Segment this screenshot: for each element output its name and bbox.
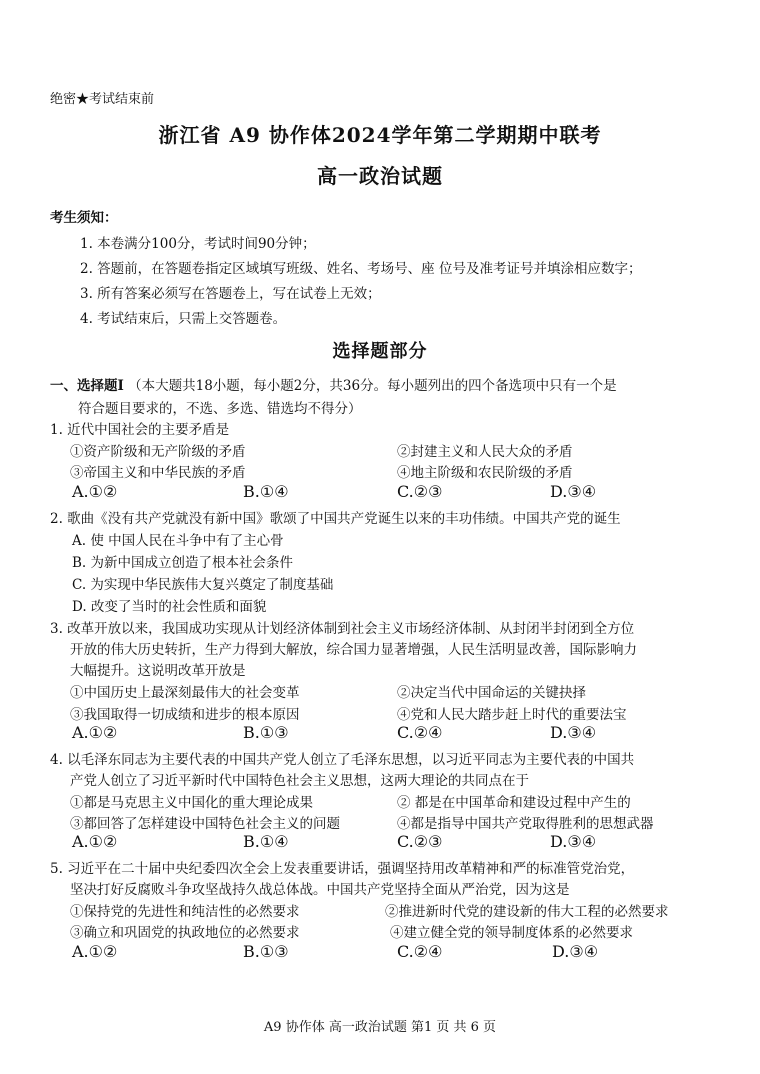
question-3-option-2: ②决定当代中国命运的关键抉择 bbox=[397, 685, 586, 701]
question-2-choice-a: A. 使 中国人民在斗争中有了主心骨 bbox=[72, 533, 284, 549]
notice-rule: 1. 本卷满分100分，考试时间90分钟； bbox=[80, 236, 316, 252]
part-description-line2: 符合题目要求的，不选、多选、错选均不得分） bbox=[78, 401, 362, 417]
question-3-stem: 大幅提升。这说明改革开放是 bbox=[70, 663, 246, 679]
question-3-stem: 开放的伟大历史转折，生产力得到大解放，综合国力显著增强，人民生活明显改善，国际影响力 bbox=[70, 642, 637, 658]
question-3-answer-d: D.③④ bbox=[550, 723, 597, 742]
question-2-choice-b: B. 为新中国成立创造了根本社会条件 bbox=[72, 555, 294, 571]
question-1-option-1: ①资产阶级和无产阶级的矛盾 bbox=[70, 444, 246, 460]
question-4-answer-d: D.③④ bbox=[550, 832, 597, 851]
question-3-answer-c: C.②④ bbox=[397, 723, 443, 742]
question-3-answer-a: A.①② bbox=[72, 723, 118, 742]
question-3-option-1: ①中国历史上最深刻最伟大的社会变革 bbox=[70, 685, 300, 701]
section-title: 选择题部分 bbox=[332, 341, 428, 362]
question-5-option-4: ④建立健全党的领导制度体系的必然要求 bbox=[390, 925, 633, 941]
notice-rule: 2. 答题前，在答题卷指定区域填写班级、姓名、考场号、座 位号及准考证号并填涂相应数字； bbox=[80, 261, 642, 277]
question-5-stem: 坚决打好反腐败斗争攻坚战持久战总体战。中国共产党坚持全面从严治党，因为这是 bbox=[70, 882, 570, 898]
question-1-option-2: ②封建主义和人民大众的矛盾 bbox=[397, 444, 573, 460]
question-2-choice-c: C. 为实现中华民族伟大复兴奠定了制度基础 bbox=[72, 577, 334, 593]
part-description: （本大题共18小题，每小题2分，共36分。每小题列出的四个备选项中只有一个是 bbox=[128, 378, 617, 394]
page-footer: A9 协作体 高一政治试题 第1 页 共 6 页 bbox=[263, 1020, 497, 1035]
question-5-option-3: ③确立和巩固党的执政地位的必然要求 bbox=[70, 925, 300, 941]
question-1-answer-b: B.①④ bbox=[243, 482, 289, 501]
question-3-option-3: ③我国取得一切成绩和进步的根本原因 bbox=[70, 707, 300, 723]
notice-rule: 3. 所有答案必须写在答题卷上，写在试卷上无效； bbox=[80, 286, 381, 302]
question-1-answer-a: A.①② bbox=[72, 482, 118, 501]
question-4-stem: 产党人创立了习近平新时代中国特色社会主义思想，这两大理论的共同点在于 bbox=[70, 773, 529, 789]
question-4-option-1: ①都是马克思主义中国化的重大理论成果 bbox=[70, 795, 313, 811]
question-4-option-2: ② 都是在中国革命和建设过程中产生的 bbox=[397, 795, 631, 811]
question-5-option-2: ②推进新时代党的建设新的伟大工程的必然要求 bbox=[385, 904, 669, 920]
question-4-answer-a: A.①② bbox=[72, 832, 118, 851]
question-4-answer-b: B.①④ bbox=[243, 832, 289, 851]
part-label: 一、选择题Ⅰ bbox=[50, 378, 124, 394]
question-4-option-4: ④都是指导中国共产党取得胜利的思想武器 bbox=[397, 816, 654, 832]
secret-label: 绝密★考试结束前 bbox=[50, 92, 155, 107]
notice-rule: 4. 考试结束后，只需上交答题卷。 bbox=[80, 311, 287, 327]
question-3-stem: 3. 改革开放以来，我国成功实现从计划经济体制到社会主义市场经济体制、从封闭半封闭到全方位 bbox=[50, 621, 635, 637]
question-5-option-1: ①保持党的先进性和纯洁性的必然要求 bbox=[70, 904, 300, 920]
question-4-stem: 4. 以毛泽东同志为主要代表的中国共产党人创立了毛泽东思想，以习近平同志为主要代表的中国共 bbox=[50, 752, 635, 768]
question-1-stem: 1. 近代中国社会的主要矛盾是 bbox=[50, 422, 230, 438]
question-5-stem: 5. 习近平在二十届中央纪委四次全会上发表重要讲话，强调坚持用改革精神和严的标准管党治党， bbox=[50, 861, 635, 877]
question-4-option-3: ③都回答了怎样建设中国特色社会主义的问题 bbox=[70, 816, 340, 832]
question-3-option-4: ④党和人民大踏步赶上时代的重要法宝 bbox=[397, 707, 627, 723]
question-1-option-3: ③帝国主义和中华民族的矛盾 bbox=[70, 465, 246, 481]
question-5-answer-a: A.①② bbox=[72, 942, 118, 961]
exam-title: 浙江省 A9 协作体2024学年第二学期期中联考 bbox=[158, 123, 602, 147]
notice-title: 考生须知： bbox=[50, 210, 118, 226]
question-1-answer-c: C.②③ bbox=[397, 482, 443, 501]
question-5-answer-d: D.③④ bbox=[552, 942, 599, 961]
question-5-answer-b: B.①③ bbox=[243, 942, 289, 961]
part-header bbox=[50, 374, 617, 394]
question-1-option-4: ④地主阶级和农民阶级的矛盾 bbox=[397, 465, 573, 481]
question-2-stem: 2. 歌曲《没有共产党就没有新中国》歌颂了中国共产党诞生以来的丰功伟绩。中国共产党的诞生 bbox=[50, 511, 621, 527]
question-1-answer-d: D.③④ bbox=[550, 482, 597, 501]
exam-subtitle: 高一政治试题 bbox=[317, 164, 443, 188]
question-5-answer-c: C.②④ bbox=[397, 942, 443, 961]
question-2-choice-d: D. 改变了当时的社会性质和面貌 bbox=[72, 599, 267, 615]
question-4-answer-c: C.②③ bbox=[397, 832, 443, 851]
question-3-answer-b: B.①③ bbox=[243, 723, 289, 742]
